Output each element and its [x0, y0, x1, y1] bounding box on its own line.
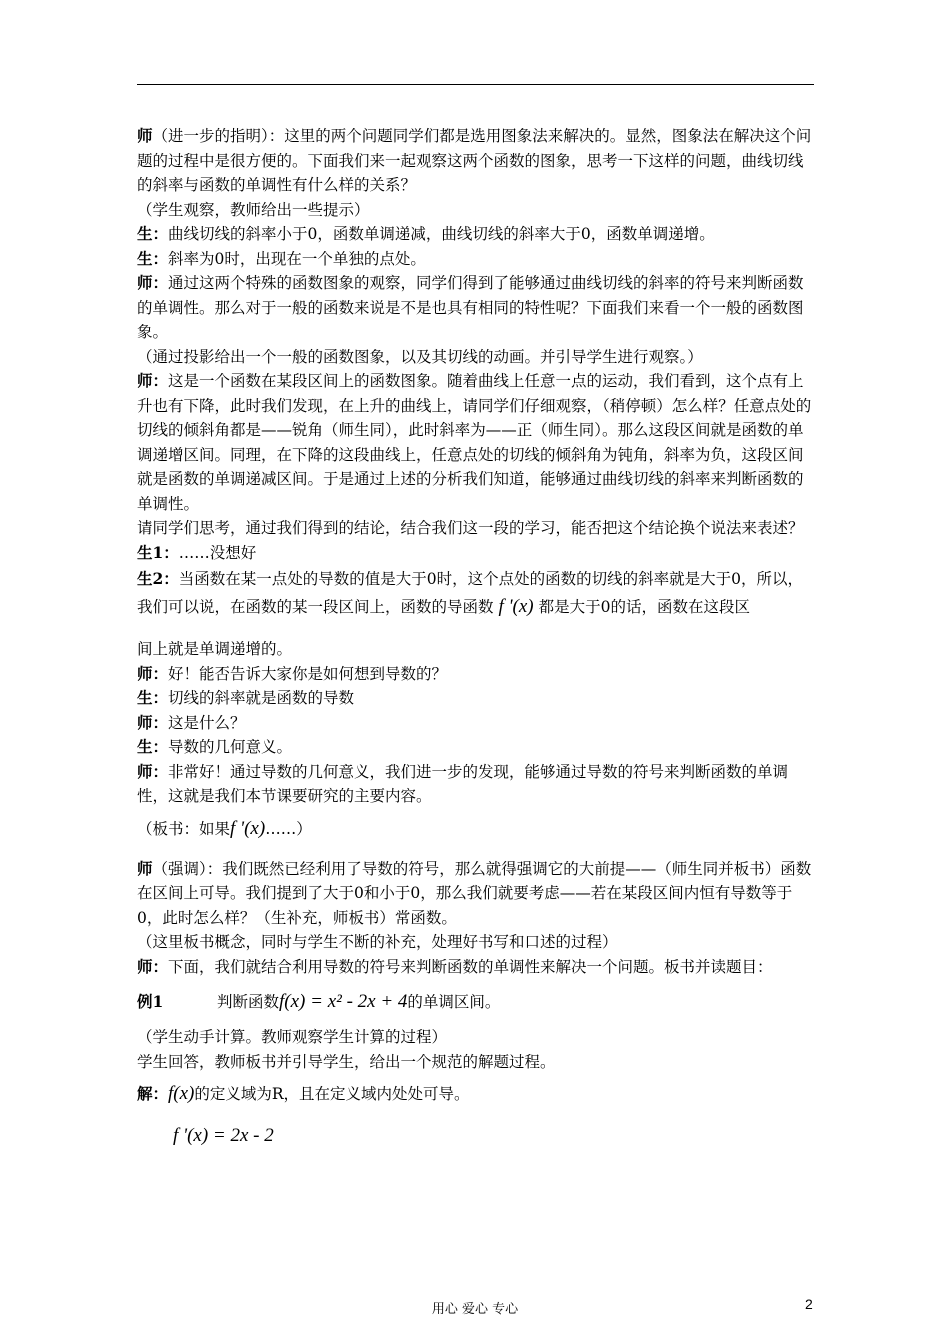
- paragraph-2: （学生观察，教师给出一些提示）: [137, 200, 370, 219]
- dialog-2: 生：切线的斜率就是函数的导数: [137, 688, 355, 707]
- dialog-4: 生：导数的几何意义。: [137, 737, 293, 756]
- paragraph-5: 师：通过这两个特殊的函数图象的观察，同学们得到了能够通过曲线切线的斜率的符号来判断函数的单调性。那么对于一般的函数来说是不是也具有相同的特性呢？下面我们来看一个一般的函数图象。: [137, 273, 804, 341]
- solution-line: 解：f(x)的定义域为R，且在定义域内处处可导。: [137, 1083, 470, 1104]
- paragraph-7: 师：这是一个函数在某段区间上的函数图象。随着曲线上任意一点的运动，我们看到，这个点有上升也有下降，此时我们发现，在上升的曲线上，请同学们仔细观察，（稍停顿）怎么样？任意点处的切线的倾斜角都是——锐角（师生同），此时斜率为——正（师生同）。那么这段区间就是函数的单调递增区间。同理，在下降的这段曲线上，任意点处的切线的倾斜角为钝角，斜率为负，这段区间就是函数的单调递减区间。于是通过上述的分析我们知道，能够通过曲线切线的斜率来判断函数的单调性。: [137, 371, 812, 513]
- paragraph-3: 生：曲线切线的斜率小于0，函数单调递减，曲线切线的斜率大于0，函数单调递增。: [137, 224, 715, 243]
- board-formula: f '(x): [230, 817, 266, 839]
- paragraph-s2: 生2：当函数在某一点处的导数的值是大于0时，这个点处的函数的切线的斜率就是大于0，所以，我们可以说，在函数的某一段区间上，函数的导函数 f '(x) 都是大于0的话，函数在这段区: [137, 569, 804, 617]
- paragraph-intro-example: 师：下面，我们就结合利用导数的符号来判断函数的单调性来解决一个问题。板书并读题目：: [137, 956, 773, 976]
- page-number: 2: [805, 1296, 813, 1312]
- dialog-1: 师：好！能否告诉大家你是如何想到导数的？: [137, 663, 448, 683]
- paragraph-s2-cont: 间上就是单调递增的。: [137, 640, 293, 658]
- footer-slogan: 用心 爱心 专心: [431, 1302, 519, 1317]
- paragraph-board-concept: （这里板书概念，同时与学生不断的补充，处理好书写和口述的过程）: [137, 933, 618, 951]
- paragraph-9: 生1：……没想好: [137, 542, 257, 562]
- document-body: [137, 124, 817, 1158]
- paragraph-6: （通过投影给出一个一般的函数图象，以及其切线的动画。并引导学生进行观察。）: [137, 347, 703, 366]
- paragraph-emphasis: 师（强调）：我们既然已经利用了导数的符号，那么就得强调它的大前提——（师生同并板书）函数在区间上可导。我们提到了大于0和小于0，那么我们就要考虑——若在某段区间内恒有导数等于0，此时怎么样？（生补充，师板书）常函数。: [137, 858, 812, 927]
- derivative-formula: f '(x): [498, 596, 534, 617]
- example-1: 例1 判断函数f(x) = x² - 2x + 4的单调区间。: [137, 979, 817, 1025]
- paragraph-4: 生：斜率为0时，出现在一个单独的点处。: [137, 248, 426, 268]
- dialog-5: 师：非常好！通过导数的几何意义，我们进一步的发现，能够通过导数的符号来判断函数的单调性，这就是我们本节课要研究的主要内容。: [137, 761, 789, 805]
- dialog-3: 师：这是什么？: [137, 712, 246, 732]
- paragraph-8: 请同学们思考，通过我们得到的结论，结合我们这一段的学习，能否把这个结论换个说法来表述？: [137, 519, 804, 537]
- solution-formula: f(x): [168, 1083, 195, 1104]
- header-rule: [137, 84, 814, 85]
- derivative-result: f '(x) = 2x - 2: [173, 1125, 274, 1146]
- example-label: 例1: [137, 992, 164, 1011]
- derivative-line: [137, 1114, 817, 1158]
- paragraph-student-answer: 学生回答，教师板书并引导学生，给出一个规范的解题过程。: [137, 1052, 556, 1071]
- paragraph-1: 师（进一步的指明）：这里的两个问题同学们都是选用图象法来解决的。显然，图象法在解决这个问题的过程中是很方便的。下面我们来一起观察这两个函数的图象，思考一下这样的问题，曲线切线的斜率与函数的单调性有什么样的关系？: [137, 126, 812, 194]
- board-note: （板书：如果f '(x)……）: [137, 817, 312, 839]
- example-formula: f(x) = x² - 2x + 4: [279, 991, 408, 1012]
- paragraph-student-calc: （学生动手计算。教师观察学生计算的过程）: [137, 1028, 448, 1046]
